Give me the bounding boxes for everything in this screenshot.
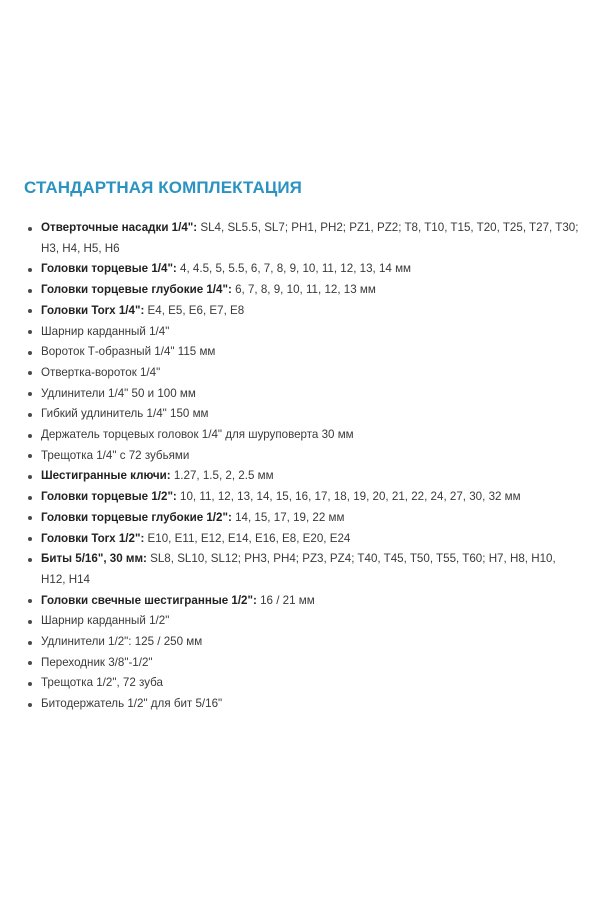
item-value: 14, 15, 17, 19, 22 мм: [231, 510, 345, 524]
item-value: SL4, SL5.5, SL7; PH1, PH2; PZ1, PZ2; T8, T10, T15, T20, T25, T27, T30; H3, H4, H5, H6: [41, 221, 579, 255]
item-label: Головки торцевые глубокие 1/2":: [41, 510, 232, 524]
item-value: Переходник 3/8"-1/2": [41, 655, 153, 669]
list-item: [24, 280, 580, 301]
list-item: [24, 673, 580, 694]
item-value: Удлинители 1/4" 50 и 100 мм: [41, 386, 196, 400]
list-item: [24, 487, 580, 508]
item-label: Головки Torx 1/2":: [41, 531, 145, 545]
item-label: Шестигранные ключи:: [41, 469, 171, 483]
list-item: [24, 301, 580, 322]
item-label: Отверточные насадки 1/4":: [41, 221, 198, 234]
item-value: 16 / 21 мм: [256, 593, 315, 607]
list-item: [24, 218, 580, 259]
item-value: Вороток Т-образный 1/4" 115 мм: [41, 345, 216, 359]
list-item: [24, 322, 580, 343]
item-value: 4, 4.5, 5, 5.5, 6, 7, 8, 9, 10, 11, 12, 13, 14 мм: [176, 262, 412, 276]
list-item: [24, 363, 580, 384]
section-title: СТАНДАРТНАЯ КОМПЛЕКТАЦИЯ: [24, 178, 302, 197]
item-value: Битодержатель 1/2" для бит 5/16": [41, 697, 223, 711]
item-value: E10, E11, E12, E14, E16, E8, E20, E24: [144, 531, 351, 545]
item-value: 6, 7, 8, 9, 10, 11, 12, 13 мм: [231, 283, 376, 297]
item-label: Головки свечные шестигранные 1/2":: [41, 593, 257, 607]
list-item: [24, 425, 580, 446]
list-item: [24, 632, 580, 653]
list-item: [24, 446, 580, 467]
spec-section: [24, 176, 580, 715]
list-item: [24, 466, 580, 487]
list-item: [24, 384, 580, 405]
item-label: Головки торцевые глубокие 1/4":: [41, 283, 232, 297]
list-item: [24, 404, 580, 425]
item-value: Удлинители 1/2": 125 / 250 мм: [41, 635, 203, 649]
item-label: Головки торцевые 1/2":: [41, 490, 177, 504]
list-item: [24, 611, 580, 632]
list-item: [24, 508, 580, 529]
list-item: [24, 259, 580, 280]
list-item: [24, 694, 580, 715]
item-value: Трещотка 1/4" с 72 зубьями: [41, 448, 190, 462]
list-item: [24, 342, 580, 363]
item-value: 1.27, 1.5, 2, 2.5 мм: [170, 469, 274, 483]
list-item: [24, 529, 580, 550]
item-value: E4, E5, E6, E7, E8: [144, 303, 245, 317]
item-value: Шарнир карданный 1/4": [41, 324, 170, 338]
item-value: 10, 11, 12, 13, 14, 15, 16, 17, 18, 19, 20, 21, 22, 24, 27, 30, 32 мм: [176, 490, 521, 504]
item-label: Головки торцевые 1/4":: [41, 262, 177, 276]
equipment-list: [24, 218, 580, 715]
item-value: SL8, SL10, SL12; PH3, PH4; PZ3, PZ4; T40, T45, T50, T55, T60; H7, H8, H10, H12, H14: [41, 552, 556, 586]
item-value: Шарнир карданный 1/2": [41, 614, 170, 628]
item-value: Гибкий удлинитель 1/4" 150 мм: [41, 407, 209, 421]
item-value: Отвертка-вороток 1/4": [41, 365, 161, 379]
list-item: [24, 591, 580, 612]
item-label: Биты 5/16", 30 мм:: [41, 552, 147, 566]
item-value: Держатель торцевых головок 1/4" для шуруповерта 30 мм: [41, 428, 354, 442]
list-item: [24, 549, 580, 590]
item-label: Головки Torx 1/4":: [41, 303, 145, 317]
item-value: Трещотка 1/2", 72 зуба: [41, 676, 163, 690]
list-item: [24, 653, 580, 674]
